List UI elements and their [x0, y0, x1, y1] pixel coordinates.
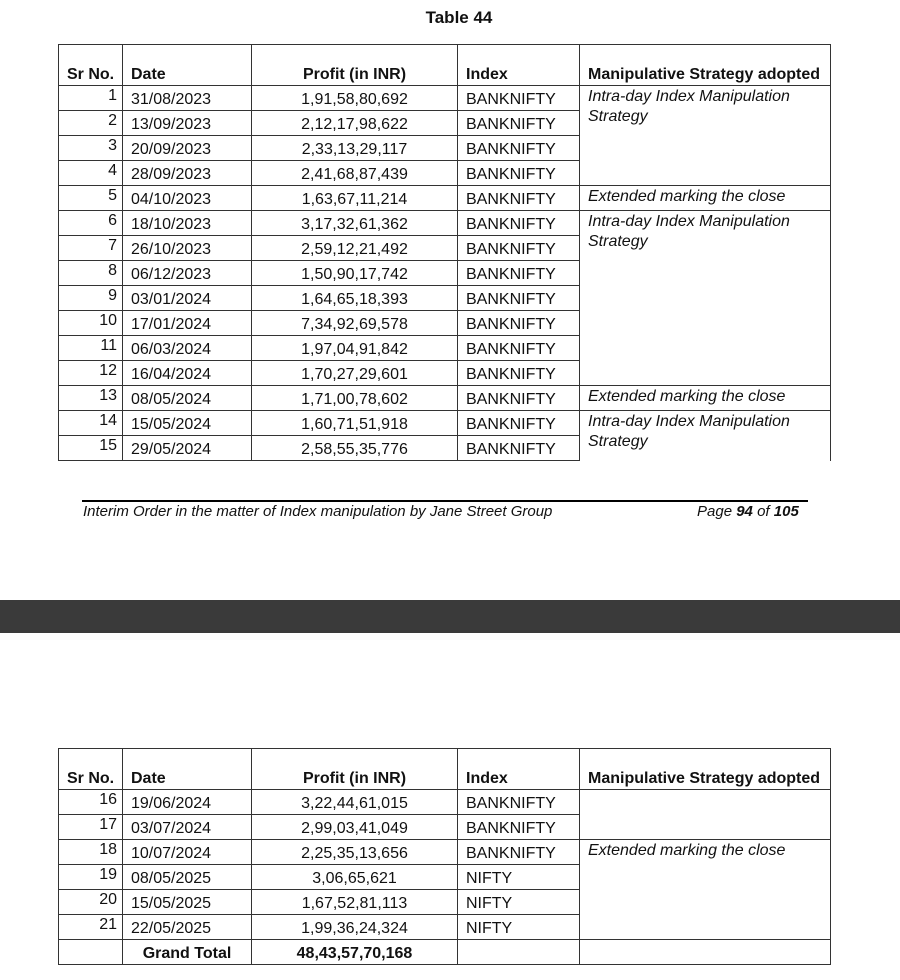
- header-sr-no: Sr No.: [59, 749, 123, 790]
- strategy-cell-empty: [580, 790, 831, 840]
- profit-cell: 3,17,32,61,362: [252, 211, 458, 236]
- header-index: Index: [458, 749, 580, 790]
- sr-no-cell: 3: [59, 136, 123, 161]
- profit-cell: 1,64,65,18,393: [252, 286, 458, 311]
- index-cell: BANKNIFTY: [458, 386, 580, 411]
- footer-title: Interim Order in the matter of Index manipulation by Jane Street Group: [83, 503, 553, 520]
- date-cell: 22/05/2025: [123, 915, 252, 940]
- date-cell: 31/08/2023: [123, 86, 252, 111]
- profit-cell: 1,71,00,78,602: [252, 386, 458, 411]
- table-row: [59, 186, 831, 211]
- date-cell: 03/07/2024: [123, 815, 252, 840]
- table-row: [59, 411, 831, 436]
- index-cell: NIFTY: [458, 915, 580, 940]
- header-index: Index: [458, 45, 580, 86]
- profit-cell: 1,91,58,80,692: [252, 86, 458, 111]
- sr-no-cell: 17: [59, 815, 123, 840]
- date-cell: 06/12/2023: [123, 261, 252, 286]
- date-cell: 13/09/2023: [123, 111, 252, 136]
- index-cell: BANKNIFTY: [458, 286, 580, 311]
- index-cell: BANKNIFTY: [458, 840, 580, 865]
- profit-cell: 3,06,65,621: [252, 865, 458, 890]
- table-row: [59, 790, 831, 815]
- index-cell: BANKNIFTY: [458, 111, 580, 136]
- date-cell: 18/10/2023: [123, 211, 252, 236]
- profit-cell: 1,70,27,29,601: [252, 361, 458, 386]
- index-cell: BANKNIFTY: [458, 186, 580, 211]
- profit-cell: 1,60,71,51,918: [252, 411, 458, 436]
- profit-cell: 1,63,67,11,214: [252, 186, 458, 211]
- table-row: [59, 211, 831, 236]
- grand-total-strategy-empty: [580, 940, 831, 965]
- strategy-cell: Intra-day Index Manipulation Strategy: [580, 411, 831, 461]
- sr-no-cell: 9: [59, 286, 123, 311]
- date-cell: 19/06/2024: [123, 790, 252, 815]
- index-cell: BANKNIFTY: [458, 136, 580, 161]
- profit-table-page-94: [58, 44, 831, 461]
- sr-no-cell: 5: [59, 186, 123, 211]
- sr-no-cell: 8: [59, 261, 123, 286]
- index-cell: BANKNIFTY: [458, 336, 580, 361]
- date-cell: 29/05/2024: [123, 436, 252, 461]
- index-cell: BANKNIFTY: [458, 211, 580, 236]
- grand-total-row: [59, 940, 831, 965]
- sr-no-cell: 4: [59, 161, 123, 186]
- header-profit: Profit (in INR): [252, 45, 458, 86]
- strategy-cell: Extended marking the close: [580, 386, 831, 411]
- header-date: Date: [123, 45, 252, 86]
- index-cell: BANKNIFTY: [458, 436, 580, 461]
- grand-total-index-empty: [458, 940, 580, 965]
- sr-no-cell: 20: [59, 890, 123, 915]
- sr-no-cell: 21: [59, 915, 123, 940]
- sr-no-cell: 12: [59, 361, 123, 386]
- profit-table-page-95: [58, 748, 831, 965]
- header-sr-no: Sr No.: [59, 45, 123, 86]
- date-cell: 16/04/2024: [123, 361, 252, 386]
- footer-divider: [82, 500, 808, 502]
- strategy-cell: Intra-day Index Manipulation Strategy: [580, 211, 831, 386]
- strategy-cell: Extended marking the close: [580, 840, 831, 940]
- profit-cell: 1,99,36,24,324: [252, 915, 458, 940]
- profit-cell: 1,67,52,81,113: [252, 890, 458, 915]
- table-header-row: [59, 45, 831, 86]
- header-strategy: Manipulative Strategy adopted: [580, 749, 831, 790]
- table-row: [59, 86, 831, 111]
- profit-cell: 2,33,13,29,117: [252, 136, 458, 161]
- table-header-row: [59, 749, 831, 790]
- date-cell: 15/05/2025: [123, 890, 252, 915]
- index-cell: BANKNIFTY: [458, 161, 580, 186]
- page-separator: [0, 600, 900, 633]
- date-cell: 06/03/2024: [123, 336, 252, 361]
- grand-total-label: Grand Total: [123, 940, 252, 965]
- sr-no-cell: 7: [59, 236, 123, 261]
- date-cell: 04/10/2023: [123, 186, 252, 211]
- index-cell: BANKNIFTY: [458, 815, 580, 840]
- header-date: Date: [123, 749, 252, 790]
- profit-cell: 2,59,12,21,492: [252, 236, 458, 261]
- profit-cell: 3,22,44,61,015: [252, 790, 458, 815]
- profit-cell: 2,12,17,98,622: [252, 111, 458, 136]
- index-cell: BANKNIFTY: [458, 361, 580, 386]
- sr-no-cell: 2: [59, 111, 123, 136]
- profit-cell: 2,25,35,13,656: [252, 840, 458, 865]
- header-strategy: Manipulative Strategy adopted: [580, 45, 831, 86]
- strategy-cell: Extended marking the close: [580, 186, 831, 211]
- index-cell: BANKNIFTY: [458, 236, 580, 261]
- index-cell: BANKNIFTY: [458, 86, 580, 111]
- index-cell: BANKNIFTY: [458, 411, 580, 436]
- page-total: 105: [773, 503, 799, 520]
- sr-no-cell: 18: [59, 840, 123, 865]
- date-cell: 20/09/2023: [123, 136, 252, 161]
- index-cell: NIFTY: [458, 865, 580, 890]
- index-cell: BANKNIFTY: [458, 261, 580, 286]
- profit-cell: 7,34,92,69,578: [252, 311, 458, 336]
- date-cell: 03/01/2024: [123, 286, 252, 311]
- index-cell: BANKNIFTY: [458, 311, 580, 336]
- profit-cell: 2,58,55,35,776: [252, 436, 458, 461]
- date-cell: 17/01/2024: [123, 311, 252, 336]
- grand-total-value: 48,43,57,70,168: [252, 940, 458, 965]
- table-row: [59, 840, 831, 865]
- date-cell: 28/09/2023: [123, 161, 252, 186]
- profit-cell: 1,97,04,91,842: [252, 336, 458, 361]
- page-title: Table 44: [425, 8, 493, 27]
- profit-cell: 2,99,03,41,049: [252, 815, 458, 840]
- page-word: Page: [697, 503, 733, 520]
- table-row: [59, 386, 831, 411]
- profit-cell: 2,41,68,87,439: [252, 161, 458, 186]
- date-cell: 15/05/2024: [123, 411, 252, 436]
- date-cell: 08/05/2024: [123, 386, 252, 411]
- date-cell: 10/07/2024: [123, 840, 252, 865]
- footer-page-number: [697, 503, 799, 520]
- sr-no-cell: 15: [59, 436, 123, 461]
- sr-no-cell: 11: [59, 336, 123, 361]
- sr-no-cell: 13: [59, 386, 123, 411]
- date-cell: 26/10/2023: [123, 236, 252, 261]
- sr-no-cell: 6: [59, 211, 123, 236]
- date-cell: 08/05/2025: [123, 865, 252, 890]
- profit-cell: 1,50,90,17,742: [252, 261, 458, 286]
- strategy-cell: Intra-day Index Manipulation Strategy: [580, 86, 831, 186]
- sr-no-cell: 19: [59, 865, 123, 890]
- header-profit: Profit (in INR): [252, 749, 458, 790]
- sr-no-cell: 14: [59, 411, 123, 436]
- sr-no-cell: 10: [59, 311, 123, 336]
- grand-total-sr-empty: [59, 940, 123, 965]
- sr-no-cell: 16: [59, 790, 123, 815]
- page-current: 94: [736, 503, 753, 520]
- index-cell: BANKNIFTY: [458, 790, 580, 815]
- sr-no-cell: 1: [59, 86, 123, 111]
- index-cell: NIFTY: [458, 890, 580, 915]
- of-word: of: [757, 503, 770, 520]
